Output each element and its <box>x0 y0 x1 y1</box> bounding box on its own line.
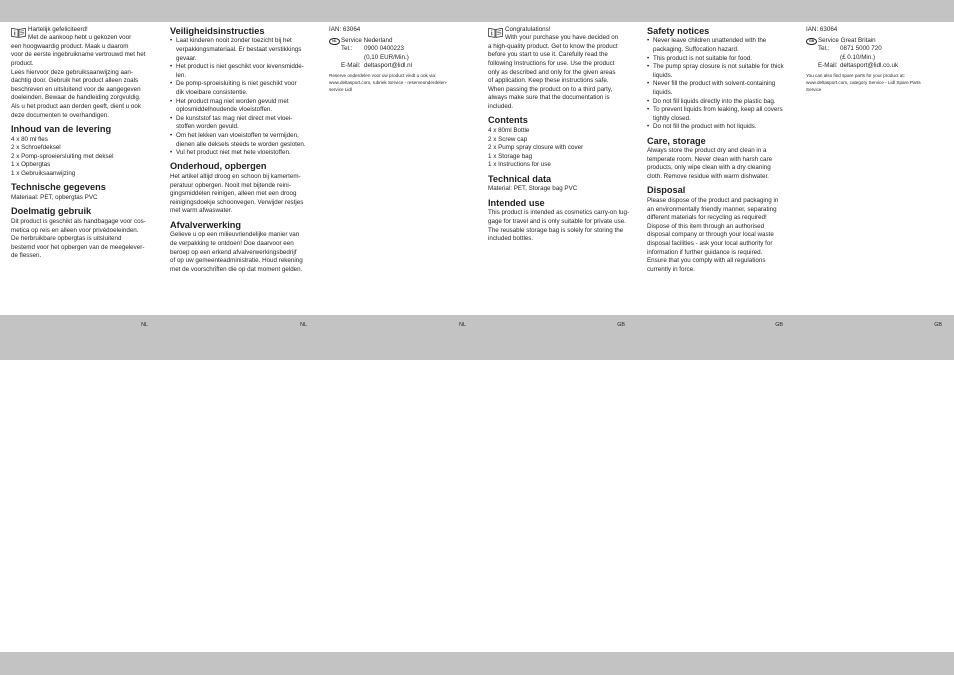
safety-item-continued: packaging. Suffocation hazard. <box>653 45 739 53</box>
top-gray-band <box>0 0 954 22</box>
page-label: GB <box>775 322 783 328</box>
safety-item: • Vul het product niet met hete vloeistoffen. <box>170 149 316 158</box>
disposal-line: beroep op een erkend afvalverwerkingsbedrijf <box>170 248 297 256</box>
intro-line: beschreven en uitsluitend voor de aangegeven <box>11 85 141 93</box>
safety-item: • Do not fill the product with hot liquids. <box>647 123 793 132</box>
contents-item: 2 x Schroefdeksel <box>11 144 61 152</box>
intro-line: of application. Keep these instructions safe. <box>488 77 609 85</box>
safety-item: • De kunststof tas mag niet direct met vloei- <box>170 115 316 124</box>
care-line: gingsmiddelen reinigen, alleen met een droog <box>170 190 297 198</box>
safety-item-continued: len. <box>176 71 187 79</box>
intro-title: Hartelijk gefeliciteerd! <box>28 25 88 33</box>
page-label: GB <box>934 322 942 328</box>
service-phone-row <box>329 45 475 54</box>
disposal-line: Please dispose of the product and packaging in <box>647 197 779 205</box>
service-email-row <box>806 62 952 71</box>
safety-heading: Safety notices <box>647 25 710 36</box>
phone-rate: (0,10 EUR/Min.) <box>364 53 409 61</box>
intended-use-heading: Doelmatig gebruik <box>11 206 92 217</box>
intro-line: only as described and only for the given areas <box>488 68 616 76</box>
intro-line: dachtig door. Gebruik het product alleen zoals <box>11 77 139 85</box>
intro-line: Lees hiervoor deze gebruiksaanwijzing aan- <box>11 68 133 76</box>
care-heading: Care, storage <box>647 135 706 146</box>
spare-parts-note: service Lidl <box>329 87 352 93</box>
service-rate-row <box>806 54 952 63</box>
spare-parts-note: www.deltasport.com, rubriek Service - reserveonderdelen- <box>329 80 448 86</box>
contents-item: 2 x Pump spray closure with cover <box>488 144 584 152</box>
intended-use-line: included bottles. <box>488 235 534 243</box>
disposal-heading: Afvalverwerking <box>170 219 241 230</box>
intended-use-line: Dit product is geschikt als handbagage voor cos- <box>11 217 146 225</box>
page-label: GB <box>617 322 625 328</box>
intro-line: Als u het product aan derden geeft, dient u ook <box>11 103 141 111</box>
country-badge-icon <box>329 38 340 45</box>
safety-item-continued: verpakkingsmateriaal. Er bestaat verstikkings <box>176 45 302 53</box>
intro-line: product. <box>11 60 34 68</box>
email-label: E-Mail: <box>341 62 361 70</box>
nl-column-safety <box>170 26 316 275</box>
intended-use-line: metica op reis en alleen voor privédoeleinden. <box>11 226 139 234</box>
disposal-line: de verpakking te ontdoen! Doe daarvoor een <box>170 240 294 247</box>
contents-item: 4 x 80ml Bottle <box>488 127 530 134</box>
intro-line: before you start to use it. Carefully read the <box>488 51 608 59</box>
intro-line: Met de aankoop hebt u gekozen voor <box>28 34 132 42</box>
safety-item-continued: dienen alle deksels steeds te worden gesloten. <box>176 140 306 148</box>
phone-label: Tel.: <box>341 45 353 53</box>
disposal-line: an environmentally friendly manner, separating <box>647 205 777 213</box>
safety-item: • Om het lekken van vloeistoffen te vermijden, <box>170 132 316 141</box>
care-line: temperate room. Never clean with harsh care <box>647 155 773 163</box>
page-label: NL <box>300 322 307 328</box>
service-rate-row <box>329 54 475 63</box>
care-line: products, only wipe clean with a dry cleaning <box>647 164 771 172</box>
technical-data-line: Material: PET, Storage bag PVC <box>488 185 578 193</box>
contents-item: 1 x Opbergtas <box>11 161 51 169</box>
contents-item: 1 x Storage bag <box>488 152 533 160</box>
safety-item-continued: liquids. <box>653 71 673 79</box>
safety-item: • Never fill the product with solvent-containing <box>647 80 793 89</box>
intro-line: following Instructions for use. Use the product <box>488 60 615 68</box>
gb-column-intro <box>488 26 634 244</box>
intended-use-line: gage for travel and is only suitable for private use. <box>488 217 626 225</box>
care-line: peratuur opbergen. Nooit met bijtende reini- <box>170 181 291 189</box>
gb-column-service <box>806 26 952 94</box>
service-title-row <box>806 37 952 46</box>
contents-item: 1 x Gebruiksaanwijzing <box>11 169 76 177</box>
contents-item: 4 x 80 ml fles <box>11 135 48 143</box>
contents-item: 2 x Pomp-sproeiersluiting met deksel <box>11 152 114 160</box>
safety-item: • To prevent liquids from leaking, keep all covers <box>647 106 793 115</box>
page-label: NL <box>459 322 466 328</box>
safety-item: • Laat kinderen nooit zonder toezicht bij het <box>170 37 316 46</box>
book-info-icon <box>11 27 26 38</box>
phone-rate: (£ 0.10/Min.) <box>840 53 876 61</box>
phone-label: Tel.: <box>818 45 830 53</box>
safety-item: • De pomp-sproeisluiting is niet geschikt voor <box>170 80 316 89</box>
contents-heading: Contents <box>488 115 528 126</box>
country-badge-code: GB <box>808 38 815 43</box>
service-phone-row <box>806 45 952 54</box>
care-line: cloth. Remove residue with warm dishwater. <box>647 173 769 181</box>
disposal-line: Gelieve u op een milieuvriendelijke manier van <box>170 231 300 239</box>
intro-line: een hoogwaardig product. Maak u daarom <box>11 42 129 50</box>
intro-line: doeleinden. Bewaar de handleiding zorgvuldig. <box>11 94 141 102</box>
service-title: Service Great Britain <box>818 36 876 44</box>
safety-item-continued: oplosmiddelhoudende vloeistoffen. <box>176 106 273 114</box>
contents-heading: Inhoud van de levering <box>11 123 112 134</box>
technical-data-line: Materiaal: PET, opbergtas PVC <box>11 193 98 201</box>
email-address: deltasport@lidl.co.uk <box>840 62 899 70</box>
safety-item: • The pump spray closure is not suitable for thick <box>647 63 793 72</box>
intro-line: With your purchase you have decided on <box>505 34 619 42</box>
disposal-line: currently in force. <box>647 265 695 273</box>
disposal-line: disposal facilities - ask your local authority for <box>647 240 773 247</box>
safety-item: • Never leave children unattended with the <box>647 37 793 46</box>
contents-item: 1 x Instructions for use <box>488 161 551 169</box>
intro-line: a high-quality product. Get to know the product <box>488 42 618 50</box>
country-badge-code: NL <box>332 38 337 43</box>
disposal-line: met de voorschriften die op dat moment gelden. <box>170 265 303 273</box>
bottom-gray-band <box>0 652 954 675</box>
intro-line: When passing the product on to a third party, <box>488 85 613 93</box>
intended-use-heading: Intended use <box>488 197 545 208</box>
disposal-line: of op uw gemeenteadministratie. Houd rekening <box>170 257 303 265</box>
safety-item-continued: stoffen worden gevuld. <box>176 123 239 131</box>
intro-line: included. <box>488 103 514 111</box>
email-label: E-Mail: <box>818 62 838 70</box>
intended-use-line: This product is intended as cosmetics carry-on lug- <box>488 209 630 217</box>
service-title: Service Nederland <box>341 36 393 44</box>
phone-number: 0871 5000 720 <box>840 45 882 53</box>
ian-number: IAN: 63064 <box>806 25 838 33</box>
spare-parts-note: Service <box>806 87 822 93</box>
book-info-icon <box>488 27 503 38</box>
safety-item: • Do not fill liquids directly into the plastic bag. <box>647 98 793 107</box>
care-line: Het artikel altijd droog en schoon bij kamertem- <box>170 173 301 181</box>
intended-use-line: de flessen. <box>11 252 42 260</box>
intended-use-line: bestemd voor het opbergen van de meegelever- <box>11 243 145 251</box>
service-email-row <box>329 62 475 71</box>
intro-title: Congratulations! <box>505 25 551 33</box>
disposal-line: Ensure that you comply with all regulations <box>647 257 766 265</box>
nl-column-service <box>329 26 475 94</box>
contents-item: 2 x Screw cap <box>488 135 528 143</box>
email-address: deltasport@lidl.nl <box>364 62 413 70</box>
spare-parts-note: Reserve onderdelen voor uw product vindt u ook via: <box>329 73 437 79</box>
spare-parts-note: You can also find spare parts for your product at: <box>806 73 905 79</box>
intended-use-line: The reusable storage bag is solely for storing the <box>488 226 624 234</box>
gb-column-safety <box>647 26 793 275</box>
care-line: reinigingsdoekje schoonvegen. Verwijder restjes <box>170 198 304 206</box>
ian-number: IAN: 63064 <box>329 25 361 33</box>
country-badge-icon <box>806 38 817 45</box>
disposal-line: disposal company or through your local waste <box>647 231 774 239</box>
intended-use-line: De herbruikbare opbergtas is uitsluitend <box>11 235 122 243</box>
phone-number: 0900 0400223 <box>364 45 404 53</box>
nl-column-intro <box>11 26 157 261</box>
intro-line: always make sure that the documentation is <box>488 94 610 102</box>
care-heading: Onderhoud, opbergen <box>170 161 267 172</box>
service-title-row <box>329 37 475 46</box>
safety-item-continued: dik vloeibare consistentie. <box>176 88 248 96</box>
safety-item-continued: tightly closed. <box>653 114 691 122</box>
technical-data-heading: Technical data <box>488 173 552 184</box>
care-line: Always store the product dry and clean in a <box>647 147 767 155</box>
safety-item-continued: gevaar. <box>176 54 197 62</box>
intro-line: deze documenten te overhandigen. <box>11 111 109 119</box>
safety-item: • This product is not suitable for food. <box>647 55 793 64</box>
care-line: met warm afwaswater. <box>170 207 233 215</box>
technical-data-heading: Technische gegevens <box>11 182 106 193</box>
safety-heading: Veiligheidsinstructies <box>170 25 265 36</box>
safety-item-continued: liquids. <box>653 88 673 96</box>
safety-item: • Het product mag niet worden gevuld met <box>170 98 316 107</box>
page-label: NL <box>141 322 148 328</box>
disposal-line: information if further guidance is required. <box>647 248 763 256</box>
intro-line: voor de eerste ingebruikname vertrouwd met het <box>11 51 146 59</box>
disposal-line: Dispose of this item through an authorised <box>647 222 765 230</box>
spare-parts-note: www.deltasport.com, category Service - Lidl Spare Parts <box>806 80 921 86</box>
disposal-line: different materials for recycling as required! <box>647 214 767 222</box>
disposal-heading: Disposal <box>647 185 686 196</box>
safety-item: • Het product is niet geschikt voor levensmidde- <box>170 63 316 72</box>
